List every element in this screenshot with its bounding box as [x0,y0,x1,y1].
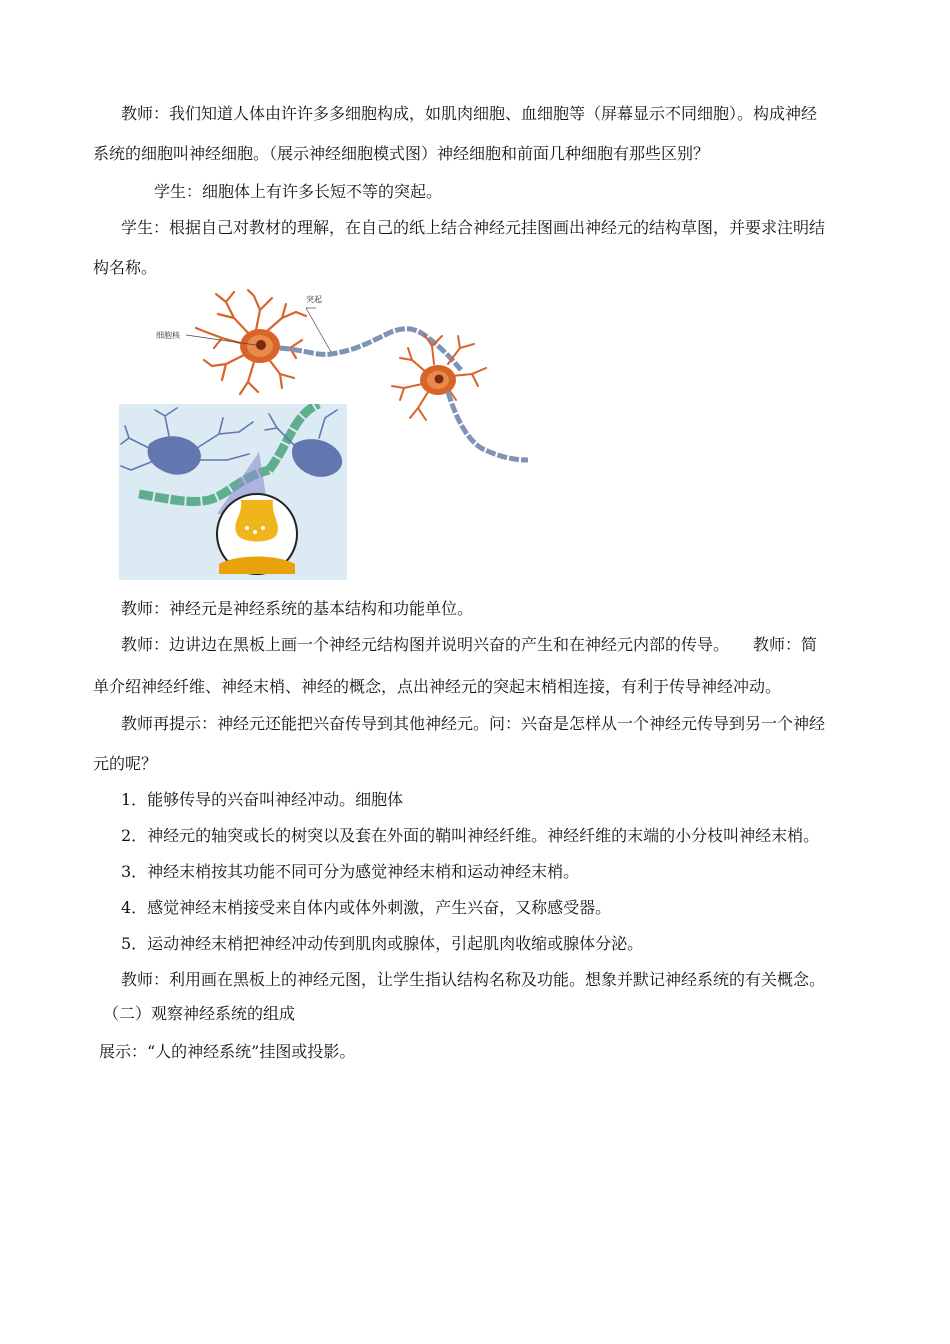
paragraph-teacher-draw: 教师：边讲边在黑板上画一个神经元结构图并说明兴奋的产生和在神经元内部的传导。 教师：简 [121,635,818,654]
paragraph-student-task-cont: 构名称。 [93,258,158,277]
list-item-5: 5．运动神经末梢把神经冲动传到肌肉或腺体，引起肌肉收缩或腺体分泌。 [121,934,644,953]
paragraph-teacher-review: 教师：利用画在黑板上的神经元图，让学生指认结构名称及功能。想象并默记神经系统的有关概念。 [121,970,826,989]
paragraph-teacher-hint-cont: 元的呢？ [93,754,158,773]
list-item-2: 2．神经元的轴突或长的树突以及套在外面的鞘叫神经纤维。神经纤维的末端的小分枝叫神经末梢。 [121,826,820,845]
paragraph-neuron-definition: 教师：神经元是神经系统的基本结构和功能单位。 [121,599,474,618]
paragraph-teacher-draw-cont: 单介绍神经纤维、神经末梢、神经的概念，点出神经元的突起末梢相连接，有利于传导神经冲动。 [93,677,782,696]
list-item-1: 1．能够传导的兴奋叫神经冲动。细胞体 [121,790,404,809]
label-process: 突起 [306,295,322,304]
paragraph-teacher-intro-cont: 系统的细胞叫神经细胞。（展示神经细胞模式图）神经细胞和前面几种细胞有那些区别？ [93,144,710,163]
paragraph-display: 展示：“人的神经系统”挂图或投影。 [99,1042,356,1061]
synapse-illustration-figure [119,404,347,580]
label-nucleus: 细胞核 [156,331,180,340]
paragraph-teacher-intro: 教师：我们知道人体由许许多多细胞构成，如肌肉细胞、血细胞等（屏幕显示不同细胞）。构成神经 [121,104,818,123]
section-heading: （二）观察神经系统的组成 [103,1004,296,1023]
paragraph-teacher-hint: 教师再提示：神经元还能把兴奋传导到其他神经元。问：兴奋是怎样从一个神经元传导到另一个神经 [121,714,826,733]
list-item-3: 3．神经末梢按其功能不同可分为感觉神经末梢和运动神经末梢。 [121,862,580,881]
list-item-4: 4．感觉神经末梢接受来自体内或体外刺激，产生兴奋，又称感受器。 [121,898,612,917]
paragraph-student-answer: 学生：细胞体上有许多长短不等的突起。 [154,182,443,201]
paragraph-student-task: 学生：根据自己对教材的理解，在自己的纸上结合神经元挂图画出神经元的结构草图，并要求注明结 [121,218,826,237]
